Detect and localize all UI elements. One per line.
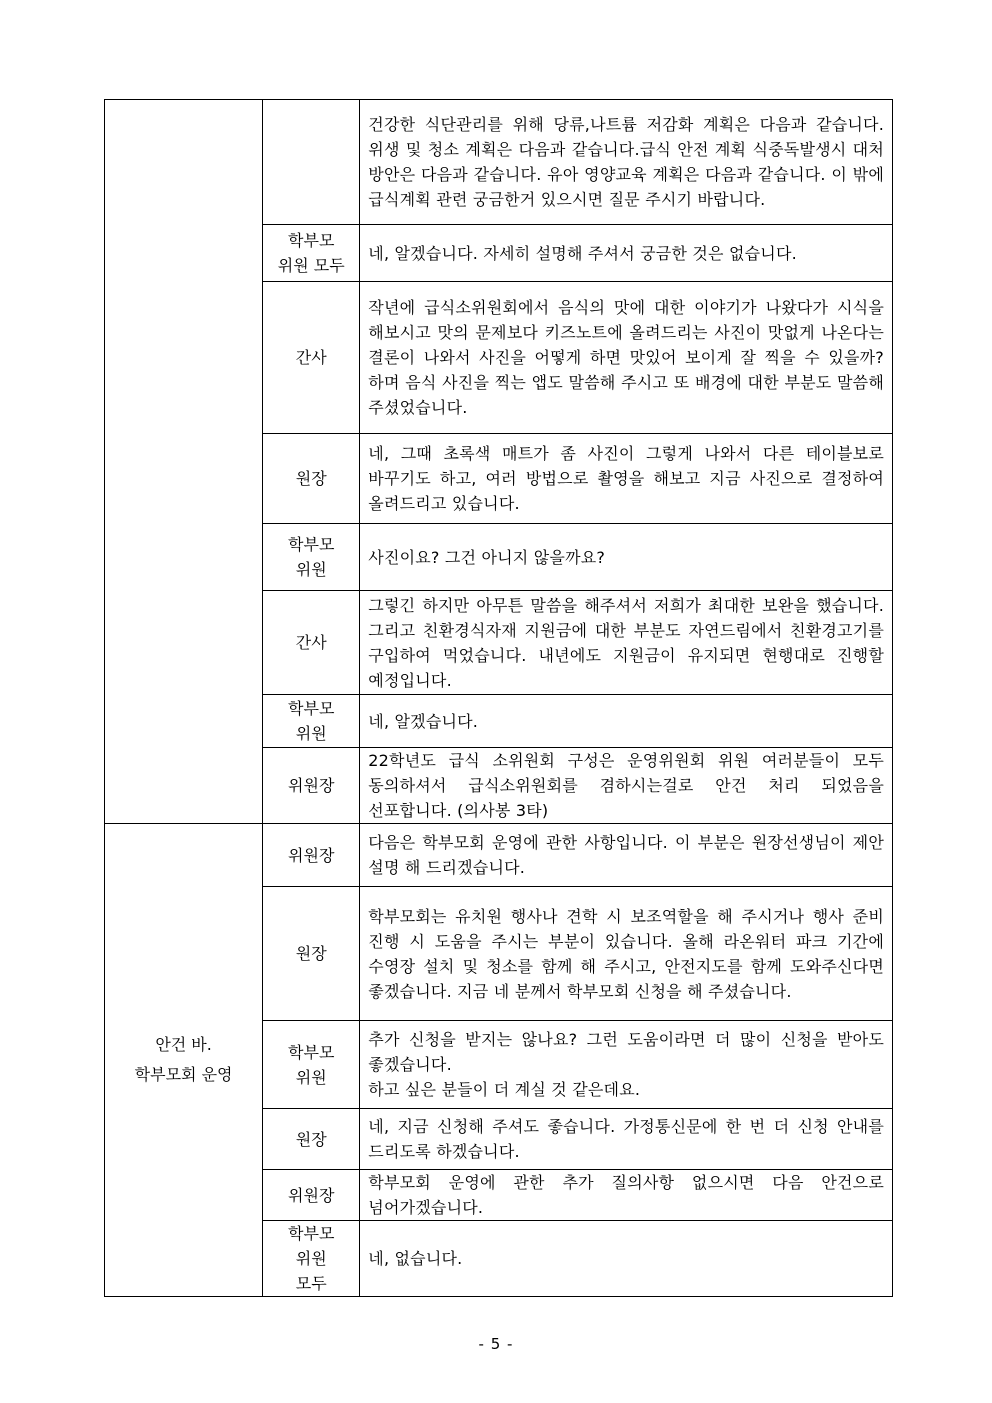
speaker-cell: 학부모 위원	[263, 524, 360, 591]
speaker-cell: 위원장	[263, 1170, 360, 1221]
statement-cell: 작년에 급식소위원회에서 음식의 맛에 대한 이야기가 나왔다가 시식을 해보시고 맛의 문제보다 키즈노트에 올려드리는 사진이 맛없게 나온다는 결론이 나와서 사진을 어떻게 하면 맛있어 보이게 잘 찍을 수 있을까? 하며 음식 사진을 찍는 앱도 말씀해 주시고 또 배경에 대한 부분도 말씀해 주셨었습니다.	[360, 282, 893, 434]
statement-cell: 네, 없습니다.	[360, 1221, 893, 1297]
statement-cell: 다음은 학부모회 운영에 관한 사항입니다. 이 부분은 원장선생님이 제안 설명 해 드리겠습니다.	[360, 824, 893, 887]
speaker-cell: 원장	[263, 1109, 360, 1170]
agenda-cell	[105, 824, 263, 1297]
table-row	[105, 824, 893, 887]
agenda-title: 안건 바. 학부모회 운영	[134, 1035, 233, 1084]
statement-cell: 그렇긴 하지만 아무튼 말씀을 해주셔서 저희가 최대한 보완을 했습니다. 그리고 친환경식자재 지원금에 대한 부분도 자연드림에서 친환경고기를 구입하여 먹었습니다. 내년에도 지원금이 유지되면 현행대로 진행할 예정입니다.	[360, 591, 893, 695]
speaker-cell: 원장	[263, 887, 360, 1021]
statement-cell: 사진이요? 그건 아니지 않을까요?	[360, 524, 893, 591]
statement-cell: 추가 신청을 받지는 않나요? 그런 도움이라면 더 많이 신청을 받아도 좋겠습니다. 하고 싶은 분들이 더 계실 것 같은데요.	[360, 1021, 893, 1109]
minutes-table	[104, 99, 893, 1297]
speaker-cell: 원장	[263, 434, 360, 524]
speaker-cell: 학부모 위원	[263, 695, 360, 748]
statement-cell: 네, 그때 초록색 매트가 좀 사진이 그렇게 나와서 다른 테이블보로 바꾸기도 하고, 여러 방법으로 촬영을 해보고 지금 사진으로 결정하여 올려드리고 있습니다.	[360, 434, 893, 524]
statement-cell: 학부모회 운영에 관한 추가 질의사항 없으시면 다음 안건으로 넘어가겠습니다.	[360, 1170, 893, 1221]
statement-cell: 네, 알겠습니다. 자세히 설명해 주셔서 궁금한 것은 없습니다.	[360, 225, 893, 282]
speaker-cell: 학부모 위원 모두	[263, 225, 360, 282]
statement-cell: 건강한 식단관리를 위해 당류,나트륨 저감화 계획은 다음과 같습니다. 위생 및 청소 계획은 다음과 같습니다.급식 안전 계획 식중독발생시 대처 방안은 다음과 같습니다. 유아 영양교육 계획은 다음과 같습니다. 이 밖에 급식계획 관련 궁금한거 있으시면 질문 주시기 바랍니다.	[360, 100, 893, 225]
speaker-cell: 학부모 위원	[263, 1021, 360, 1109]
statement-cell: 학부모회는 유치원 행사나 견학 시 보조역할을 해 주시거나 행사 준비 진행 시 도움을 주시는 부분이 있습니다. 올해 라온워터 파크 기간에 수영장 설치 및 청소를 함께 해 주시고, 안전지도를 함께 도와주신다면 좋겠습니다. 지금 네 분께서 학부모회 신청을 해 주셨습니다.	[360, 887, 893, 1021]
speaker-cell: 위원장	[263, 824, 360, 887]
statement-cell: 네, 지금 신청해 주셔도 좋습니다. 가정통신문에 한 번 더 신청 안내를 드리도록 하겠습니다.	[360, 1109, 893, 1170]
speaker-cell: 간사	[263, 591, 360, 695]
speaker-cell: 학부모 위원 모두	[263, 1221, 360, 1297]
table-row	[105, 100, 893, 225]
statement-cell: 22학년도 급식 소위원회 구성은 운영위원회 위원 여러분들이 모두 동의하셔서 급식소위원회를 겸하시는걸로 안건 처리 되었음을 선포합니다. (의사봉 3타)	[360, 748, 893, 824]
speaker-cell	[263, 100, 360, 225]
speaker-cell: 간사	[263, 282, 360, 434]
statement-cell: 네, 알겠습니다.	[360, 695, 893, 748]
speaker-cell: 위원장	[263, 748, 360, 824]
page-number: - 5 -	[478, 1335, 514, 1353]
agenda-cell-continued	[105, 100, 263, 824]
